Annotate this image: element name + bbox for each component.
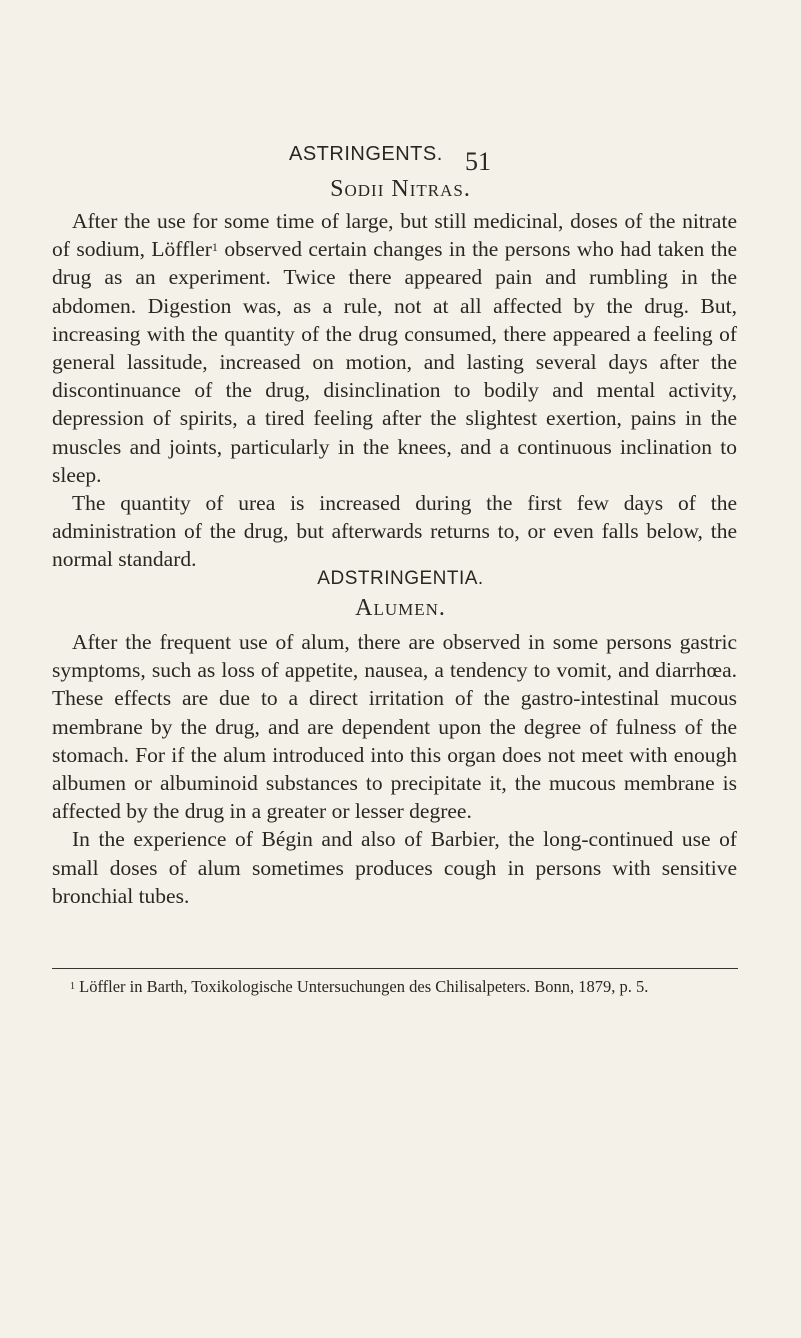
paragraph: After the use for some time of large, but still medicinal, doses of the nitrate of sodium, Löffler$^1$ observed certain changes in the persons who had taken the drug as an experiment. Twice there appeared pain and rumbling in the abdomen. Digestion was, as a rule, not at all affected by the drug. But, increasing with the quantity of the drug consumed, there appeared a feeling of general lassitude, increased on motion, and lasting several days after the discontinuance of the drug, disinclination to bodily and mental activity, depression of spirits, a tired feeling after the slightest exertion, pains in the muscles and joints, particularly in the knees, and a continuous inclination to sleep. (52, 209, 737, 487)
paragraph: After the frequent use of alum, there are observed in some persons gastric symptoms, such as loss of appetite, nausea, a tendency to vomit, and diarrhœa. These effects are due to a direct irritation of the gastro-intestinal mucous membrane by the drug, and are dependent upon the degree of fulness of the stomach. For if the alum introduced into this organ does not meet with enough albumen or albuminoid substances to precipitate it, the mucous membrane is affected by the drug in a greater or lesser degree. (52, 630, 737, 824)
running-title: ASTRINGENTS. (289, 143, 443, 165)
section-body-sodii-nitras (52, 207, 737, 574)
footnote (52, 976, 738, 997)
section-title-alumen: Alumen. (355, 595, 446, 621)
part-heading: ADSTRINGENTIA. (317, 568, 484, 589)
paragraph: In the experience of Bégin and also of Barbier, the long-continued use of small doses of alum sometimes produces cough in persons with sensitive bronchial tubes. (52, 827, 737, 908)
footnote-reference[interactable]: 1 (211, 240, 218, 255)
page-number: 51 (465, 147, 491, 176)
paragraph: The quantity of urea is increased during the first few days of the administration of the drug, but afterwards returns to, or even falls below, the normal standard. (52, 491, 737, 572)
footnote-marker: 1 (70, 981, 75, 992)
running-head (0, 143, 801, 176)
footnote-text: Löffler in Barth, Toxikologische Untersuchungen des Chilisalpeters. Bonn, 1879, p. 5. (75, 977, 649, 996)
section-body-alumen (52, 628, 737, 910)
footnote-divider (52, 968, 738, 969)
section-title-sodii-nitras: Sodii Nitras. (330, 176, 471, 202)
